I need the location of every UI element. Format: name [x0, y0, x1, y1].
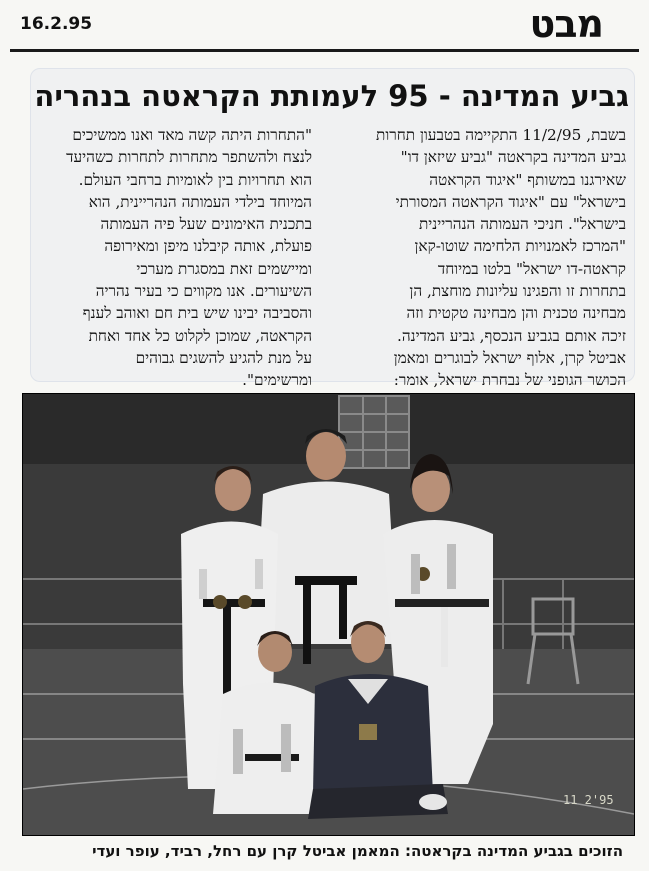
text-line: בשבת, 11/2/95 התקיימה בטבעון תחרות — [375, 126, 626, 144]
text-line: "המרכז לאמנויות הלחימה שוטו-קאן — [414, 237, 626, 256]
text-line: בתחרות זו והפגינו עליונות מוחצת, הן — [409, 282, 626, 301]
text-line: לנצח ולהשתפר מתחרות לתחרות כשהיעד — [66, 148, 312, 167]
text-line: מבחינה טכנית והן מבחינה טקטית וזה — [406, 304, 626, 323]
text-line: על מנת להגיע להשגים גבוהים — [135, 348, 312, 367]
text-line: פועלת, אותה קיבלנו מיפן ומאירופה — [104, 237, 312, 256]
text-line: השיעורים. אנו מקווים כי בעיר נהריה — [95, 282, 312, 301]
text-line: "התחרות היתה קשה מאד ואנו ממשיכים — [72, 126, 312, 144]
publication-logo: מבט — [529, 2, 603, 46]
text-line: המיוחד בילדי העמותה הנהריינית, הוא — [88, 192, 312, 211]
text-line: והסביבה יבינו שיש בית חם ואוהב לענף — [82, 304, 312, 323]
text-line: בתכנית האימונים שעל פיה העמותה — [100, 215, 312, 234]
team-photo — [22, 393, 635, 836]
text-line: ומיישמים זאת במסגרת מערכי — [136, 259, 312, 278]
text-line: בישראל". חניכי העמותה הנהריינית — [418, 215, 626, 234]
text-line: הכושר הגופני של נבחרת ישראל, אומר: — [393, 371, 626, 390]
article-column-left — [18, 124, 312, 392]
issue-date: 16.2.95 — [20, 14, 93, 34]
photo-caption: הזוכים בגביע המדינה בקראטה: המאמן אביטל קרן עם רחל, רביד, עופר ועדי — [92, 842, 623, 860]
text-line: קראטה-דו ישראל" בלטו במיוחד — [437, 259, 626, 278]
text-line: אביטל קרן, אלוף ישראל לבוגרים ומאמן — [393, 348, 626, 367]
text-line: הוא תחרויות בין לאומיות ברחבי העולם. — [78, 170, 312, 189]
masthead-divider — [10, 49, 639, 52]
text-line: בישראל" עם "איגוד הקראטה המסורתי — [395, 192, 626, 211]
article-headline: גביע המדינה - 95 לעמותת הקראטה בנהריה — [34, 79, 629, 113]
text-line: שאירגנו במשותף "איגוד הקראטה — [429, 170, 626, 189]
text-line: זיכה אותם בגביע הנכסף, גביע המדינה. — [397, 326, 626, 345]
article-column-right — [336, 124, 626, 392]
photo-date-stamp: 11 2'95 — [563, 793, 614, 807]
text-line: הקראטה, שמוכן לקלוט כל אחד ואחת — [88, 326, 312, 345]
text-line: ומרשימים". — [242, 371, 312, 390]
text-line: גביע המדינה בקראטה "גביע שיזאן דו" — [400, 148, 626, 167]
